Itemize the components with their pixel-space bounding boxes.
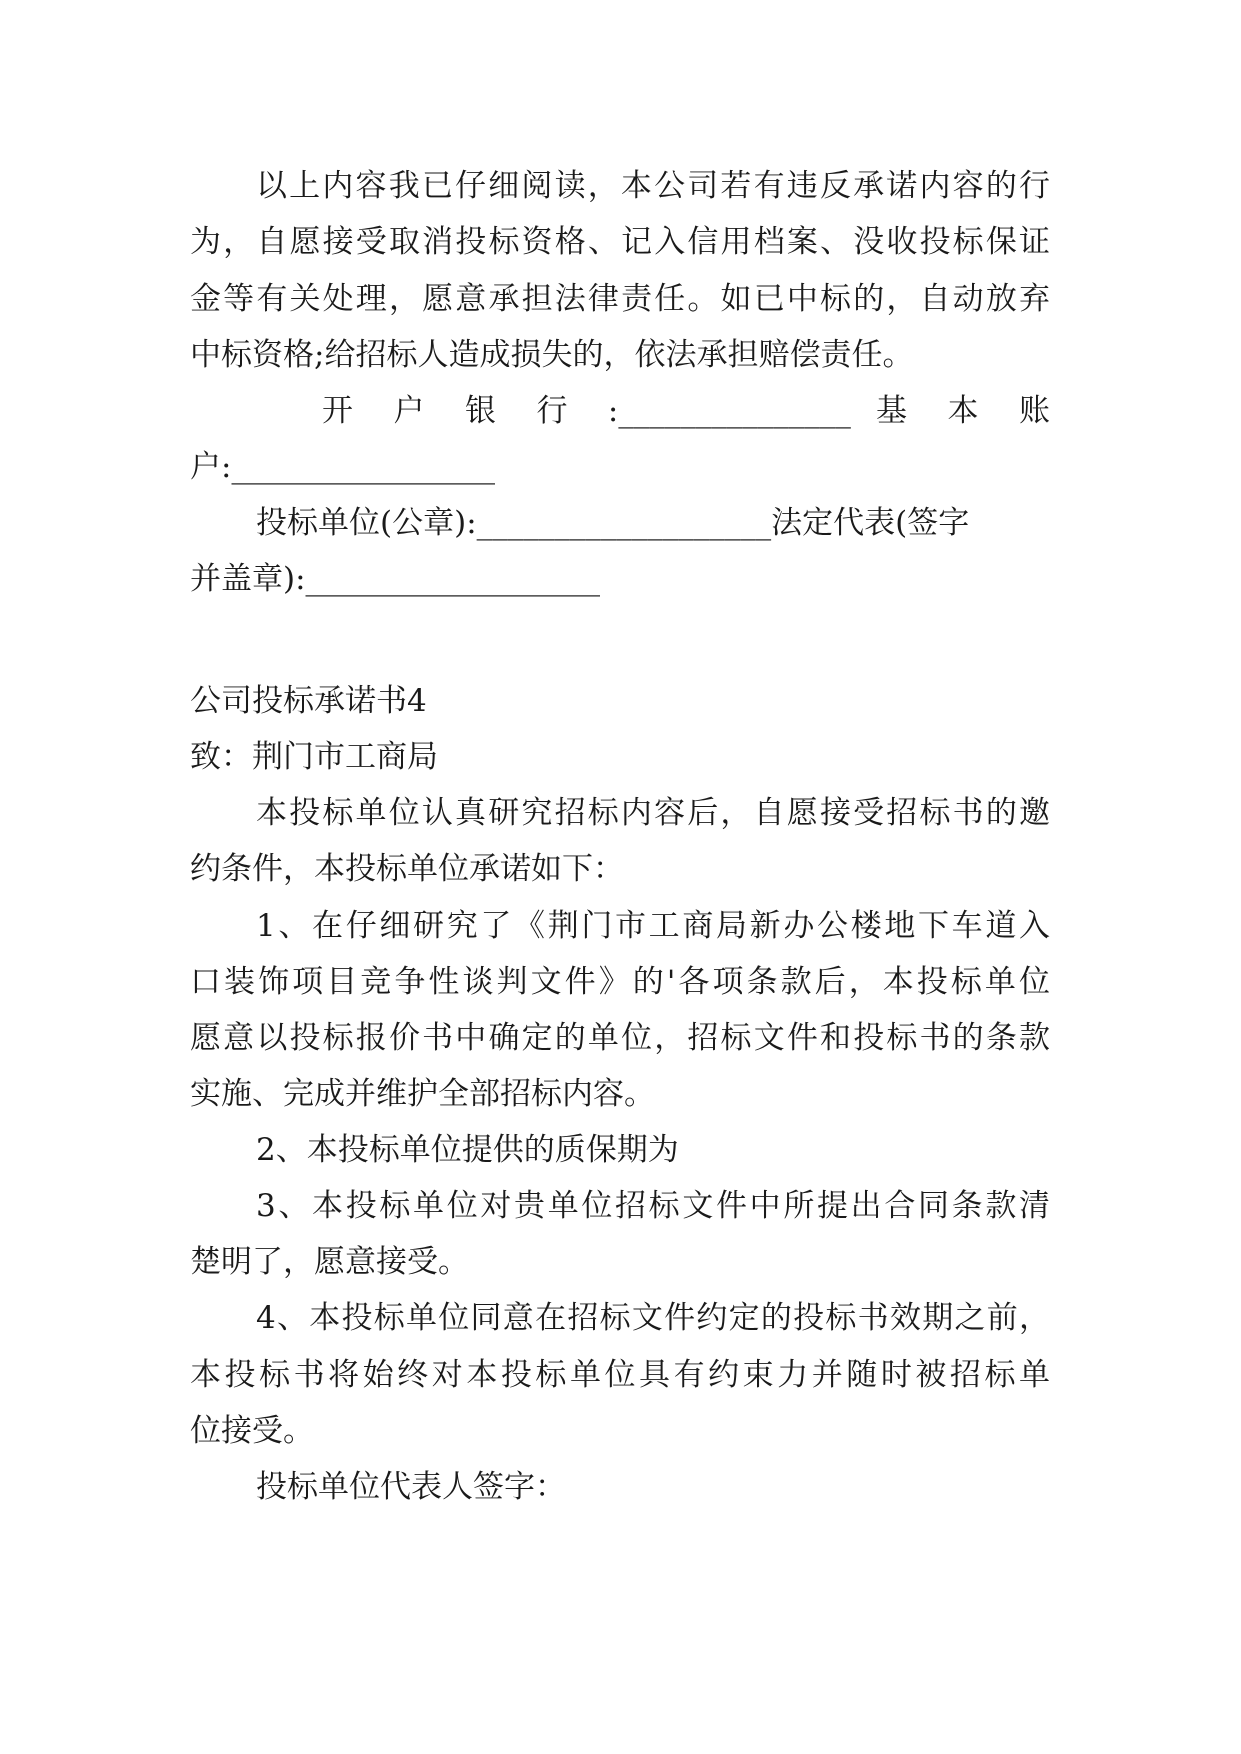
- paragraph-line: 2、本投标单位提供的质保期为: [256, 1132, 679, 1168]
- paragraph-line: 以上内容我已仔细阅读，本公司若有违反承诺内容的行: [256, 168, 1050, 204]
- signature-line: 投标单位(公章):___________________法定代表(签字: [256, 505, 970, 541]
- paragraph-line: 实施、完成并维护全部招标内容。: [190, 1076, 655, 1112]
- paragraph-line: 本投标书将始终对本投标单位具有约束力并随时被招标单: [190, 1357, 1050, 1393]
- paragraph-line: 4、本投标单位同意在招标文件约定的投标书效期之前，: [256, 1300, 1050, 1336]
- addressee: 致：荆门市工商局: [190, 739, 438, 775]
- section-title: 公司投标承诺书4: [190, 683, 427, 719]
- bank-account-line: 开 户 银 行 :_______________ 基 本 账: [322, 393, 1050, 429]
- paragraph-line: 为，自愿接受取消投标资格、记入信用档案、没收投标保证: [190, 224, 1050, 260]
- paragraph-line: 中标资格;给招标人造成损失的，依法承担赔偿责任。: [190, 337, 914, 373]
- paragraph-line: 位接受。: [190, 1413, 314, 1449]
- paragraph-line: 1、在仔细研究了《荆门市工商局新办公楼地下车道入: [256, 908, 1050, 944]
- signature-line: 并盖章):___________________: [190, 561, 601, 597]
- bank-account-line: 户:_________________: [190, 449, 495, 485]
- paragraph-line: 本投标单位认真研究招标内容后，自愿接受招标书的邀: [256, 795, 1050, 831]
- paragraph-line: 口装饰项目竞争性谈判文件》的'各项条款后，本投标单位: [190, 964, 1050, 1000]
- paragraph-line: 金等有关处理，愿意承担法律责任。如已中标的，自动放弃: [190, 281, 1050, 317]
- paragraph-line: 楚明了，愿意接受。: [190, 1244, 469, 1280]
- signature-line: 投标单位代表人签字：: [256, 1469, 566, 1505]
- paragraph-line: 约条件，本投标单位承诺如下：: [190, 851, 624, 887]
- paragraph-line: 愿意以投标报价书中确定的单位，招标文件和投标书的条款: [190, 1020, 1050, 1056]
- paragraph-line: 3、本投标单位对贵单位招标文件中所提出合同条款清: [256, 1188, 1050, 1224]
